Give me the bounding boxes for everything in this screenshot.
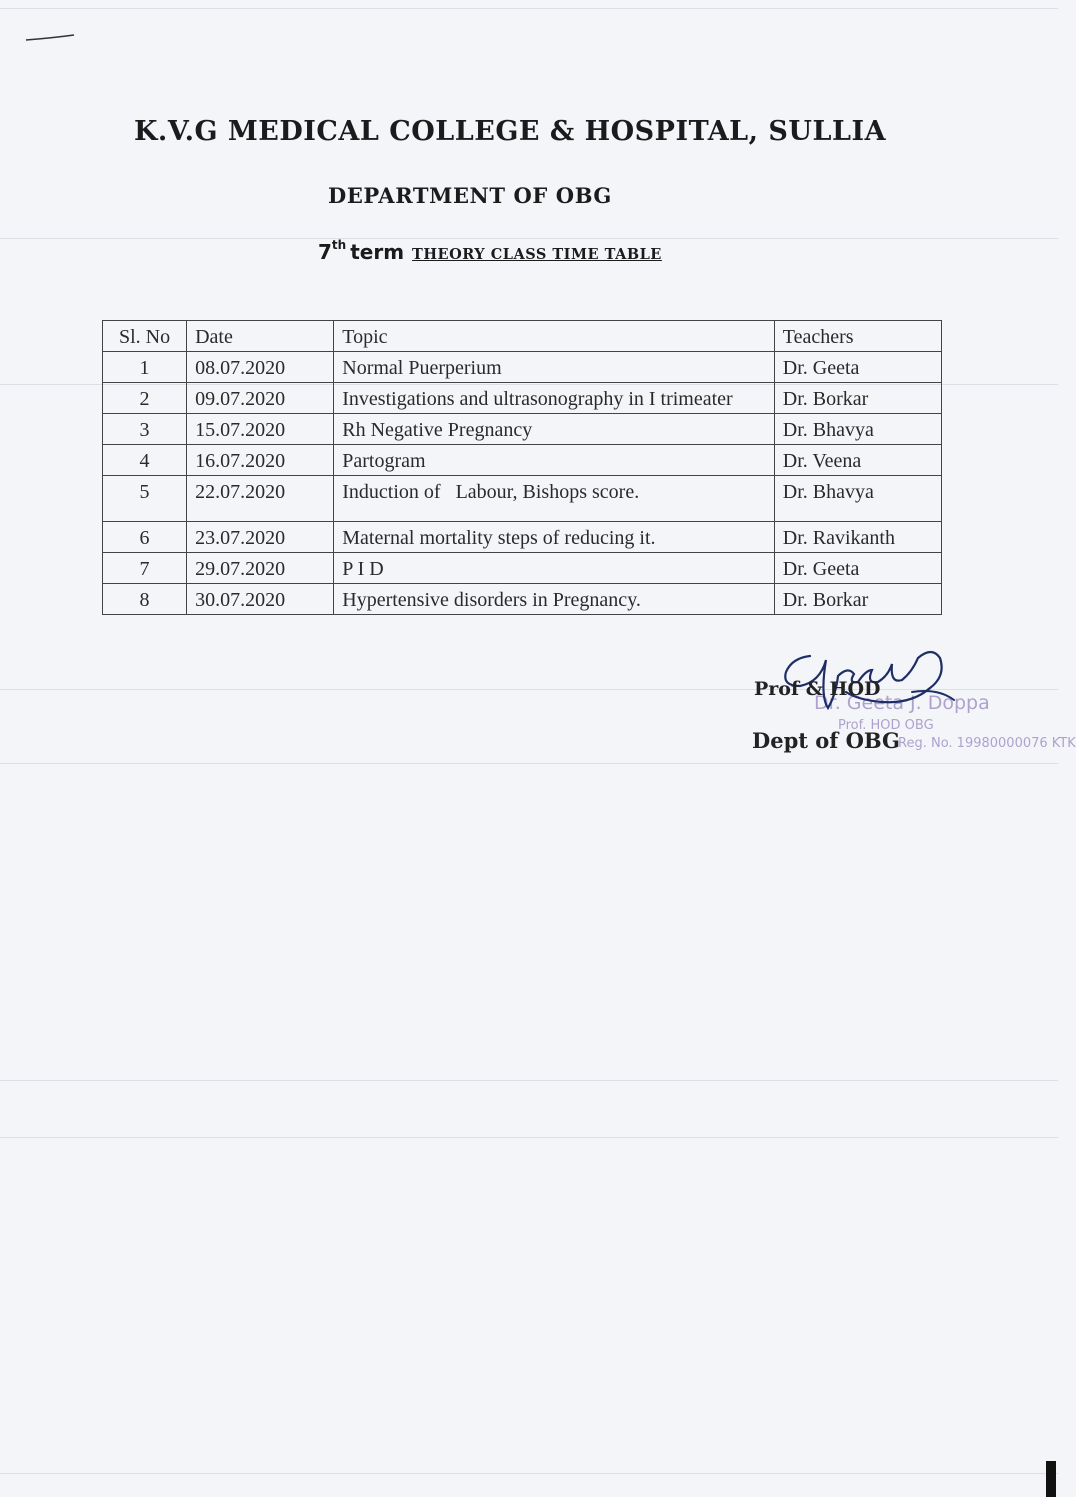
table-row [103,352,942,383]
cell-date: 15.07.2020 [187,414,334,445]
cell-teacher: Dr. Ravikanth [774,522,941,553]
table-row [103,414,942,445]
cell-topic: Investigations and ultrasonography in I trimeater [334,383,775,414]
cell-slno: 4 [103,445,187,476]
cell-slno: 5 [103,476,187,522]
cell-slno: 2 [103,383,187,414]
cell-date: 09.07.2020 [187,383,334,414]
cell-slno: 7 [103,553,187,584]
stamp-reg: Reg. No. 19980000076 KTK [898,736,1076,751]
cell-slno: 6 [103,522,187,553]
col-header-topic: Topic [334,321,775,352]
cell-teacher: Dr. Borkar [774,383,941,414]
cell-teacher: Dr. Geeta [774,352,941,383]
department-name: DEPARTMENT OF OBG [328,183,612,208]
title-text: THEORY CLASS TIME TABLE [412,246,662,263]
cell-teacher: Dr. Veena [774,445,941,476]
table-row [103,522,942,553]
table-row [103,383,942,414]
cell-date: 16.07.2020 [187,445,334,476]
table-row [103,445,942,476]
term-suffix: th [331,238,347,252]
term-number: 7 [318,240,332,264]
timetable-title [318,238,662,264]
scan-line [0,1137,1058,1138]
cell-slno: 8 [103,584,187,615]
cell-teacher: Dr. Bhavya [774,414,941,445]
cell-date: 30.07.2020 [187,584,334,615]
cell-date: 22.07.2020 [187,476,334,522]
cell-topic: P I D [334,553,775,584]
col-header-date: Date [187,321,334,352]
term-word: term [350,240,405,264]
col-header-teachers: Teachers [774,321,941,352]
table-row [103,476,942,522]
cell-topic: Partogram [334,445,775,476]
cell-teacher: Dr. Bhavya [774,476,941,522]
corner-mark [1046,1461,1056,1497]
scan-line [0,8,1058,9]
cell-topic: Normal Puerperium [334,352,775,383]
cell-slno: 1 [103,352,187,383]
table-row [103,553,942,584]
scan-line [0,1473,1058,1474]
cell-date: 08.07.2020 [187,352,334,383]
col-header-slno: Sl. No [103,321,187,352]
signature-block [748,636,1076,766]
cell-date: 23.07.2020 [187,522,334,553]
signature-department: Dept of OBG [752,728,900,753]
cell-topic: Induction of Labour, Bishops score. [334,476,775,522]
timetable [102,320,942,615]
college-name: K.V.G MEDICAL COLLEGE & HOSPITAL, SULLIA [133,116,887,147]
scan-line [0,1080,1058,1081]
cell-topic: Hypertensive disorders in Pregnancy. [334,584,775,615]
cell-date: 29.07.2020 [187,553,334,584]
cell-teacher: Dr. Geeta [774,553,941,584]
cell-topic: Rh Negative Pregnancy [334,414,775,445]
cell-topic: Maternal mortality steps of reducing it. [334,522,775,553]
cell-teacher: Dr. Borkar [774,584,941,615]
designation: Prof & HOD [754,678,881,700]
table-row [103,584,942,615]
cell-slno: 3 [103,414,187,445]
stamp-name: Dr. Geeta J. Doppa [814,692,990,714]
pen-mark [22,28,102,48]
table-header-row [103,321,942,352]
stamp-role: Prof. HOD OBG [838,718,934,733]
